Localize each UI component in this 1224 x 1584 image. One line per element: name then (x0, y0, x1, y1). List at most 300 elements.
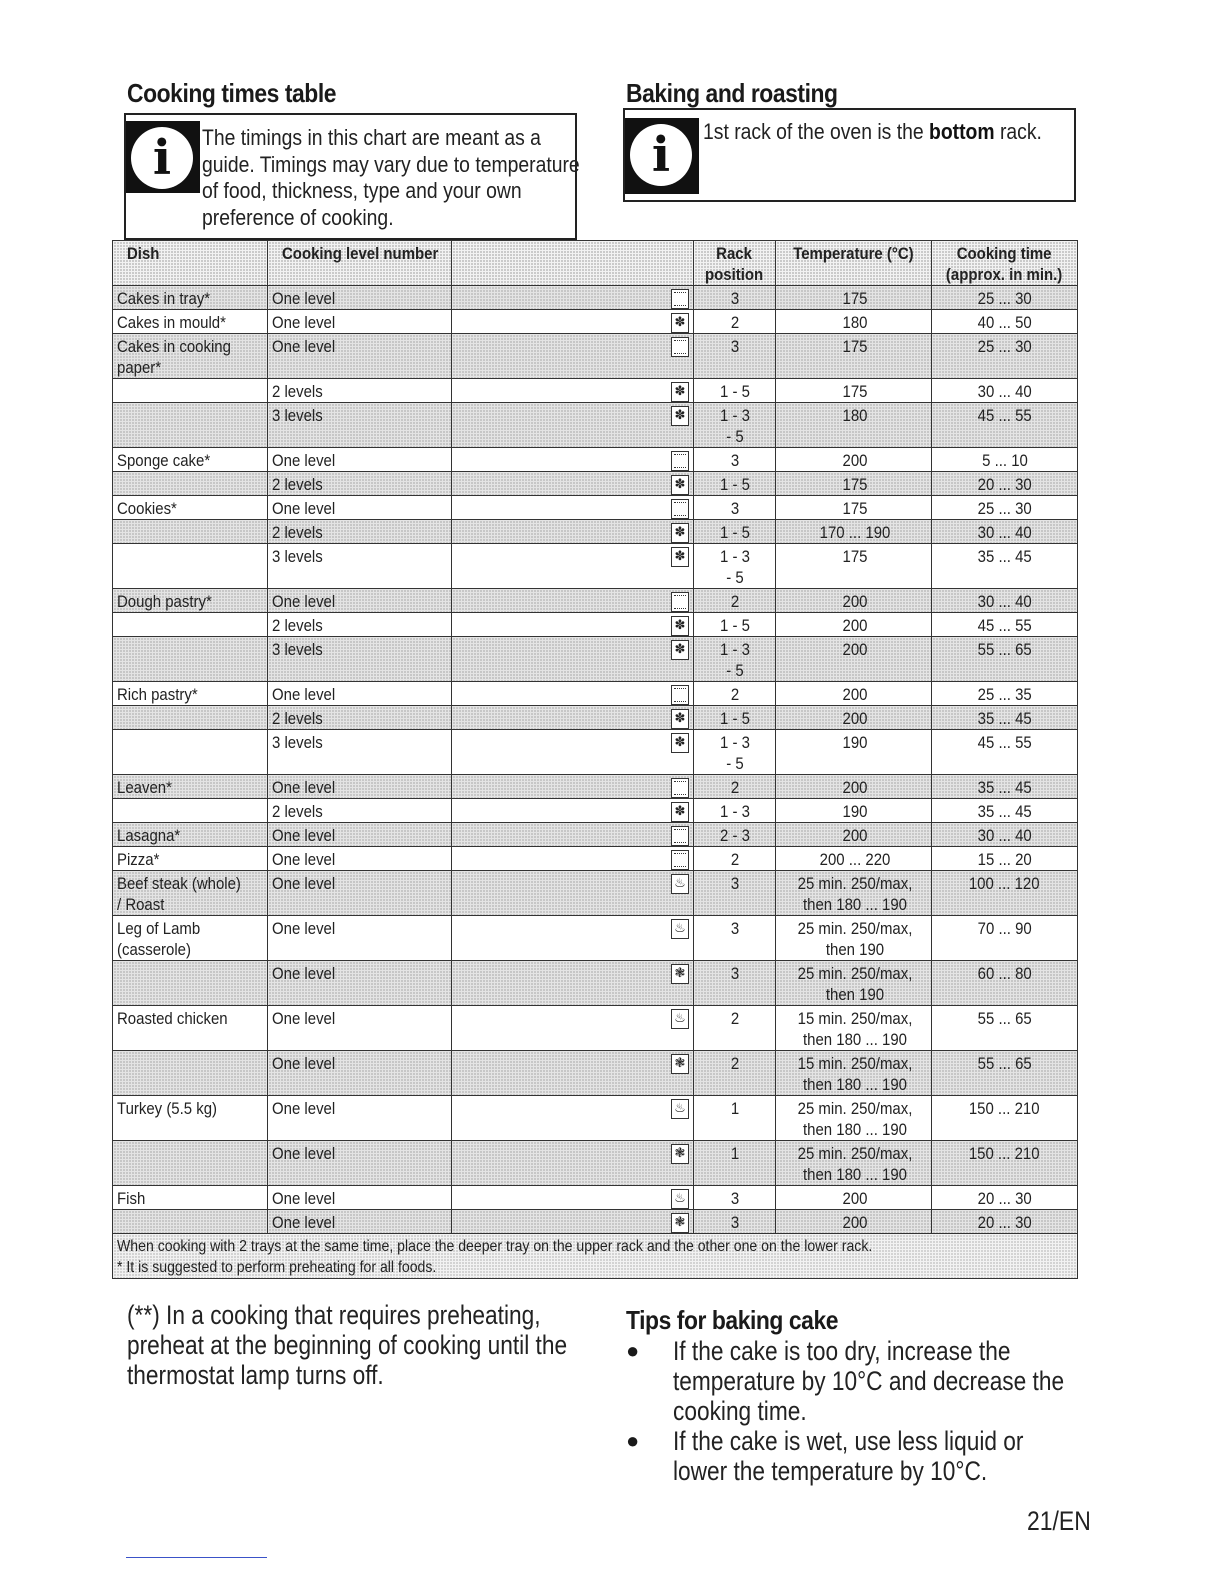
temperature-cell-text: 200 (842, 685, 868, 704)
temperature-cell (776, 472, 932, 496)
level-cell-text: One level (272, 919, 336, 938)
table-row (113, 847, 1078, 871)
rack-cell-text: 3 (730, 499, 739, 518)
rack-info-bold: bottom (928, 119, 995, 144)
level-cell-text: 3 levels (272, 640, 323, 659)
rack-cell (694, 1096, 776, 1141)
temperature-cell (776, 682, 932, 706)
temperature-cell-text: 15 min. 250/max, then 180 ... 190 (797, 1009, 913, 1049)
time-cell (932, 775, 1078, 799)
rack-info-suffix: rack. (994, 119, 1042, 144)
time-cell-text: 25 ... 30 (977, 289, 1032, 308)
rack-cell (694, 403, 776, 448)
temperature-cell-text: 175 (842, 475, 868, 494)
time-cell (932, 730, 1078, 775)
level-cell (268, 871, 452, 916)
fan-assisted-icon: ✽ (671, 475, 689, 495)
dish-cell-text: Rich pastry* (117, 685, 198, 704)
time-cell-text: 35 ... 45 (977, 709, 1032, 728)
time-cell-text: 150 ... 210 (969, 1099, 1040, 1118)
mode-icon-cell (452, 847, 694, 871)
table-note-row (113, 1234, 1078, 1279)
time-cell (932, 847, 1078, 871)
time-cell-text: 20 ... 30 (977, 1189, 1032, 1208)
dish-cell-text: Roasted chicken (117, 1009, 228, 1028)
temperature-cell (776, 871, 932, 916)
mode-icon-cell (452, 775, 694, 799)
table-row (113, 823, 1078, 847)
rack-cell-text: 1 (730, 1099, 739, 1118)
table-notes (113, 1234, 1078, 1279)
temperature-cell (776, 286, 932, 310)
rack-cell-text: 1 - 5 (719, 382, 750, 401)
temperature-cell (776, 730, 932, 775)
level-cell (268, 1051, 452, 1096)
fan-assisted-icon: ✽ (671, 523, 689, 543)
dish-cell (113, 589, 268, 613)
time-cell (932, 286, 1078, 310)
dish-cell-text: Sponge cake* (117, 451, 211, 470)
rack-cell-text: 1 - 5 (719, 475, 750, 494)
mode-icon-cell (452, 496, 694, 520)
rack-cell (694, 1006, 776, 1051)
temperature-cell-text: 180 (842, 406, 868, 425)
table-row (113, 379, 1078, 403)
time-cell-text: 55 ... 65 (977, 1054, 1032, 1073)
temperature-header: Temperature (°C) (776, 241, 932, 286)
mode-icon-cell (452, 448, 694, 472)
level-cell-text: One level (272, 1144, 336, 1163)
time-cell-text: 55 ... 65 (977, 640, 1032, 659)
temperature-cell-text: 200 (842, 826, 868, 845)
dish-cell (113, 847, 268, 871)
dish-cell (113, 916, 268, 961)
rack-cell-text: 3 (730, 289, 739, 308)
top-bottom-heat-icon (671, 850, 689, 870)
rack-cell (694, 589, 776, 613)
rack-cell (694, 448, 776, 472)
rack-cell-text: 3 (730, 337, 739, 356)
rack-cell (694, 1051, 776, 1096)
table-header-row (113, 241, 1078, 286)
time-cell-text: 15 ... 20 (977, 850, 1032, 869)
time-cell-text: 25 ... 30 (977, 337, 1032, 356)
mode-icon-cell (452, 871, 694, 916)
table-row (113, 1210, 1078, 1234)
info-line: of food, thickness, type and your own (202, 178, 522, 203)
level-cell (268, 637, 452, 682)
level-cell-text: One level (272, 592, 336, 611)
level-cell (268, 1210, 452, 1234)
info-icon: i (625, 118, 699, 194)
time-cell (932, 1210, 1078, 1234)
temperature-cell (776, 334, 932, 379)
info-icon: i (126, 121, 200, 193)
temperature-cell-text: 25 min. 250/max, then 190 (797, 964, 913, 1004)
rack-cell-text: 1 - 3 (719, 802, 750, 821)
rack-cell (694, 799, 776, 823)
time-cell (932, 706, 1078, 730)
dish-cell-text: Leg of Lamb (casserole) (117, 919, 201, 959)
mode-icon-cell (452, 1186, 694, 1210)
mode-icon-cell (452, 1210, 694, 1234)
temperature-cell (776, 310, 932, 334)
time-cell-text: 30 ... 40 (977, 826, 1032, 845)
mode-icon-cell (452, 403, 694, 448)
tips-heading: Tips for baking cake (626, 1305, 839, 1335)
fan-grill-icon: ❃ (671, 1213, 689, 1233)
table-row (113, 334, 1078, 379)
time-cell (932, 916, 1078, 961)
level-cell-text: One level (272, 1099, 336, 1118)
dish-cell (113, 1051, 268, 1096)
time-cell-text: 45 ... 55 (977, 616, 1032, 635)
grill-icon: ♨ (671, 919, 689, 939)
mode-icon-cell (452, 706, 694, 730)
mode-icon-cell (452, 544, 694, 589)
time-cell (932, 472, 1078, 496)
time-cell (932, 1141, 1078, 1186)
level-cell (268, 706, 452, 730)
fan-grill-icon: ❃ (671, 964, 689, 984)
time-cell (932, 310, 1078, 334)
time-cell (932, 799, 1078, 823)
page-number: 21/EN (1027, 1506, 1091, 1536)
table-row (113, 286, 1078, 310)
footer-rule (126, 1557, 267, 1558)
dish-cell (113, 823, 268, 847)
icon-header (452, 241, 694, 286)
level-cell-text: One level (272, 1009, 336, 1028)
temperature-cell (776, 496, 932, 520)
time-cell (932, 334, 1078, 379)
level-cell (268, 286, 452, 310)
temperature-cell (776, 544, 932, 589)
preheat-note: (**) In a cooking that requires preheating, preheat at the beginning of cooking until the thermostat lamp turns off. (127, 1300, 568, 1390)
level-cell-text: 2 levels (272, 523, 323, 542)
level-cell-text: 2 levels (272, 382, 323, 401)
fan-assisted-icon: ✽ (671, 802, 689, 822)
dish-cell-text: Cakes in tray* (117, 289, 211, 308)
dish-cell-text: Cakes in cooking paper* (117, 337, 231, 377)
rack-cell (694, 286, 776, 310)
level-cell-text: One level (272, 850, 336, 869)
time-cell (932, 589, 1078, 613)
top-bottom-heat-icon (671, 778, 689, 798)
level-cell (268, 1186, 452, 1210)
dish-cell-text: Dough pastry* (117, 592, 212, 611)
level-cell-text: One level (272, 289, 336, 308)
temperature-cell-text: 200 (842, 592, 868, 611)
dish-cell (113, 286, 268, 310)
dish-cell (113, 472, 268, 496)
level-cell (268, 823, 452, 847)
mode-icon-cell (452, 286, 694, 310)
timing-info-text (202, 125, 580, 231)
level-cell (268, 379, 452, 403)
top-bottom-heat-icon (671, 826, 689, 846)
level-cell-text: 2 levels (272, 709, 323, 728)
temperature-cell (776, 1051, 932, 1096)
rack-cell (694, 379, 776, 403)
time-cell-text: 60 ... 80 (977, 964, 1032, 983)
dish-cell (113, 1006, 268, 1051)
dish-cell-text: Beef steak (whole) / Roast (117, 874, 241, 914)
table-row (113, 1096, 1078, 1141)
top-bottom-heat-icon (671, 337, 689, 357)
table-row (113, 775, 1078, 799)
fan-grill-icon: ❃ (671, 1054, 689, 1074)
dish-cell (113, 310, 268, 334)
rack-cell (694, 916, 776, 961)
dish-cell (113, 799, 268, 823)
rack-cell (694, 961, 776, 1006)
level-cell (268, 448, 452, 472)
dish-cell-text: Fish (117, 1189, 146, 1208)
table-row (113, 961, 1078, 1006)
level-cell (268, 589, 452, 613)
fan-assisted-icon: ✽ (671, 733, 689, 753)
temperature-cell-text: 25 min. 250/max, then 180 ... 190 (797, 1144, 913, 1184)
rack-cell (694, 310, 776, 334)
rack-cell-text: 1 (730, 1144, 739, 1163)
temperature-cell-text: 15 min. 250/max, then 180 ... 190 (797, 1054, 913, 1094)
level-cell (268, 1096, 452, 1141)
temperature-cell-text: 200 (842, 1189, 868, 1208)
level-cell (268, 403, 452, 448)
rack-cell (694, 1210, 776, 1234)
rack-cell (694, 520, 776, 544)
rack-cell-text: 2 (730, 313, 739, 332)
info-line: preference of cooking. (202, 204, 394, 230)
rack-cell-text: 1 - 5 (719, 616, 750, 635)
temperature-cell-text: 180 (842, 313, 868, 332)
rack-cell (694, 637, 776, 682)
dish-cell-text: Cookies* (117, 499, 177, 518)
fan-assisted-icon: ✽ (671, 709, 689, 729)
temperature-cell (776, 1186, 932, 1210)
rack-cell-text: 2 (730, 778, 739, 797)
temperature-cell (776, 847, 932, 871)
table-row (113, 706, 1078, 730)
mode-icon-cell (452, 682, 694, 706)
temperature-cell-text: 200 (842, 640, 868, 659)
temperature-cell (776, 1210, 932, 1234)
time-cell-text: 35 ... 45 (977, 547, 1032, 566)
dish-cell-text: Pizza* (117, 850, 160, 869)
grill-icon: ♨ (671, 1009, 689, 1029)
level-cell-text: 3 levels (272, 547, 323, 566)
table-row (113, 448, 1078, 472)
table-row (113, 589, 1078, 613)
temperature-cell-text: 25 min. 250/max, then 190 (797, 919, 913, 959)
time-cell-text: 150 ... 210 (969, 1144, 1040, 1163)
rack-cell (694, 613, 776, 637)
rack-cell (694, 544, 776, 589)
temperature-cell-text: 170 ... 190 (819, 523, 891, 542)
fan-assisted-icon: ✽ (671, 406, 689, 426)
rack-cell (694, 706, 776, 730)
temperature-cell-text: 200 (842, 778, 868, 797)
rack-cell-text: 2 (730, 1054, 739, 1073)
dish-cell (113, 706, 268, 730)
level-cell (268, 916, 452, 961)
table-row (113, 613, 1078, 637)
mode-icon-cell (452, 823, 694, 847)
mode-icon-cell (452, 730, 694, 775)
time-cell-text: 25 ... 35 (977, 685, 1032, 704)
rack-cell-text: 1 - 3 - 5 (719, 733, 750, 773)
info-line: The timings in this chart are meant as a (202, 125, 541, 150)
temperature-cell (776, 706, 932, 730)
temperature-cell-text: 200 (842, 1213, 868, 1232)
level-cell (268, 1141, 452, 1186)
temperature-cell-text: 190 (842, 733, 868, 752)
bullet-icon: ● (626, 1428, 640, 1453)
rack-cell-text: 1 - 3 - 5 (719, 547, 750, 587)
table-note-trays: When cooking with 2 trays at the same time, place the deeper tray on the upper rack and the other one on the lower rack. (117, 1238, 873, 1255)
rack-cell-text: 3 (730, 451, 739, 470)
table-row (113, 520, 1078, 544)
level-cell-text: One level (272, 685, 336, 704)
dish-cell (113, 613, 268, 637)
dish-cell (113, 448, 268, 472)
rack-info-box (623, 108, 1076, 202)
dish-cell (113, 544, 268, 589)
temperature-cell-text: 175 (842, 499, 868, 518)
table-row (113, 871, 1078, 916)
top-bottom-heat-icon (671, 592, 689, 612)
rack-cell (694, 730, 776, 775)
table-row (113, 799, 1078, 823)
temperature-cell-text: 175 (842, 382, 868, 401)
dish-cell (113, 682, 268, 706)
rack-cell-text: 2 (730, 685, 739, 704)
time-cell (932, 871, 1078, 916)
dish-cell (113, 379, 268, 403)
rack-cell-text: 2 - 3 (719, 826, 750, 845)
tip-text: If the cake is wet, use less liquid or lower the temperature by 10°C. (673, 1426, 1024, 1486)
rack-cell (694, 1186, 776, 1210)
fan-assisted-icon: ✽ (671, 640, 689, 660)
level-cell-text: One level (272, 1189, 336, 1208)
table-row (113, 544, 1078, 589)
temperature-cell (776, 637, 932, 682)
dish-cell (113, 637, 268, 682)
dish-cell (113, 1096, 268, 1141)
level-cell (268, 682, 452, 706)
temperature-cell (776, 589, 932, 613)
table-row (113, 730, 1078, 775)
table-row (113, 310, 1078, 334)
time-cell (932, 613, 1078, 637)
temperature-cell (776, 1096, 932, 1141)
dish-cell (113, 496, 268, 520)
mode-icon-cell (452, 1141, 694, 1186)
time-cell (932, 448, 1078, 472)
dish-cell-text: Lasagna* (117, 826, 181, 845)
mode-icon-cell (452, 1006, 694, 1051)
temperature-cell (776, 1006, 932, 1051)
mode-icon-cell (452, 589, 694, 613)
dish-cell (113, 871, 268, 916)
level-cell-text: 2 levels (272, 475, 323, 494)
level-cell-text: 3 levels (272, 406, 323, 425)
time-cell (932, 379, 1078, 403)
level-cell-text: One level (272, 778, 336, 797)
time-cell (932, 1096, 1078, 1141)
tip-text: If the cake is too dry, increase the temperature by 10°C and decrease the cooking time. (673, 1336, 1065, 1426)
temperature-cell (776, 1141, 932, 1186)
time-cell-text: 35 ... 45 (977, 778, 1032, 797)
level-cell (268, 775, 452, 799)
dish-cell (113, 334, 268, 379)
level-cell (268, 310, 452, 334)
baking-roasting-heading: Baking and roasting (626, 78, 838, 108)
grill-icon: ♨ (671, 874, 689, 894)
mode-icon-cell (452, 961, 694, 1006)
table-row (113, 682, 1078, 706)
dish-cell (113, 730, 268, 775)
temperature-cell (776, 403, 932, 448)
time-cell-text: 40 ... 50 (977, 313, 1032, 332)
time-cell-text: 55 ... 65 (977, 1009, 1032, 1028)
level-cell-text: One level (272, 1054, 336, 1073)
level-cell (268, 730, 452, 775)
mode-icon-cell (452, 472, 694, 496)
temperature-cell-text: 25 min. 250/max, then 180 ... 190 (797, 1099, 913, 1139)
timing-info-box (124, 113, 580, 240)
time-cell-text: 45 ... 55 (977, 406, 1032, 425)
rack-cell (694, 472, 776, 496)
rack-cell-text: 1 - 5 (719, 523, 750, 542)
temperature-cell (776, 799, 932, 823)
rack-cell-text: 3 (730, 1213, 739, 1232)
mode-icon-cell (452, 1096, 694, 1141)
fan-assisted-icon: ✽ (671, 547, 689, 567)
time-cell-text: 25 ... 30 (977, 499, 1032, 518)
level-cell-text: One level (272, 964, 336, 983)
temperature-cell-text: 175 (842, 289, 868, 308)
mode-icon-cell (452, 613, 694, 637)
rack-cell-text: 3 (730, 1189, 739, 1208)
top-bottom-heat-icon (671, 451, 689, 471)
level-cell-text: One level (272, 451, 336, 470)
info-line: guide. Timings may vary due to temperature (202, 151, 580, 177)
dish-cell (113, 1186, 268, 1210)
table-note-preheating: * It is suggested to perform preheating for all foods. (117, 1259, 437, 1276)
rack-cell (694, 682, 776, 706)
cooking-times-heading: Cooking times table (127, 78, 337, 108)
level-cell (268, 496, 452, 520)
table-row (113, 1006, 1078, 1051)
rack-cell (694, 823, 776, 847)
level-cell-text: One level (272, 874, 336, 893)
fan-grill-icon: ❃ (671, 1144, 689, 1164)
temperature-cell-text: 200 (842, 709, 868, 728)
table-row (113, 1186, 1078, 1210)
mode-icon-cell (452, 799, 694, 823)
rack-cell (694, 847, 776, 871)
level-cell-text: 2 levels (272, 616, 323, 635)
temperature-cell (776, 448, 932, 472)
table-row (113, 637, 1078, 682)
dish-cell-text: Turkey (5.5 kg) (117, 1099, 218, 1118)
time-cell-text: 30 ... 40 (977, 382, 1032, 401)
temperature-cell-text: 200 ... 220 (819, 850, 891, 869)
time-cell (932, 403, 1078, 448)
table-row (113, 1141, 1078, 1186)
